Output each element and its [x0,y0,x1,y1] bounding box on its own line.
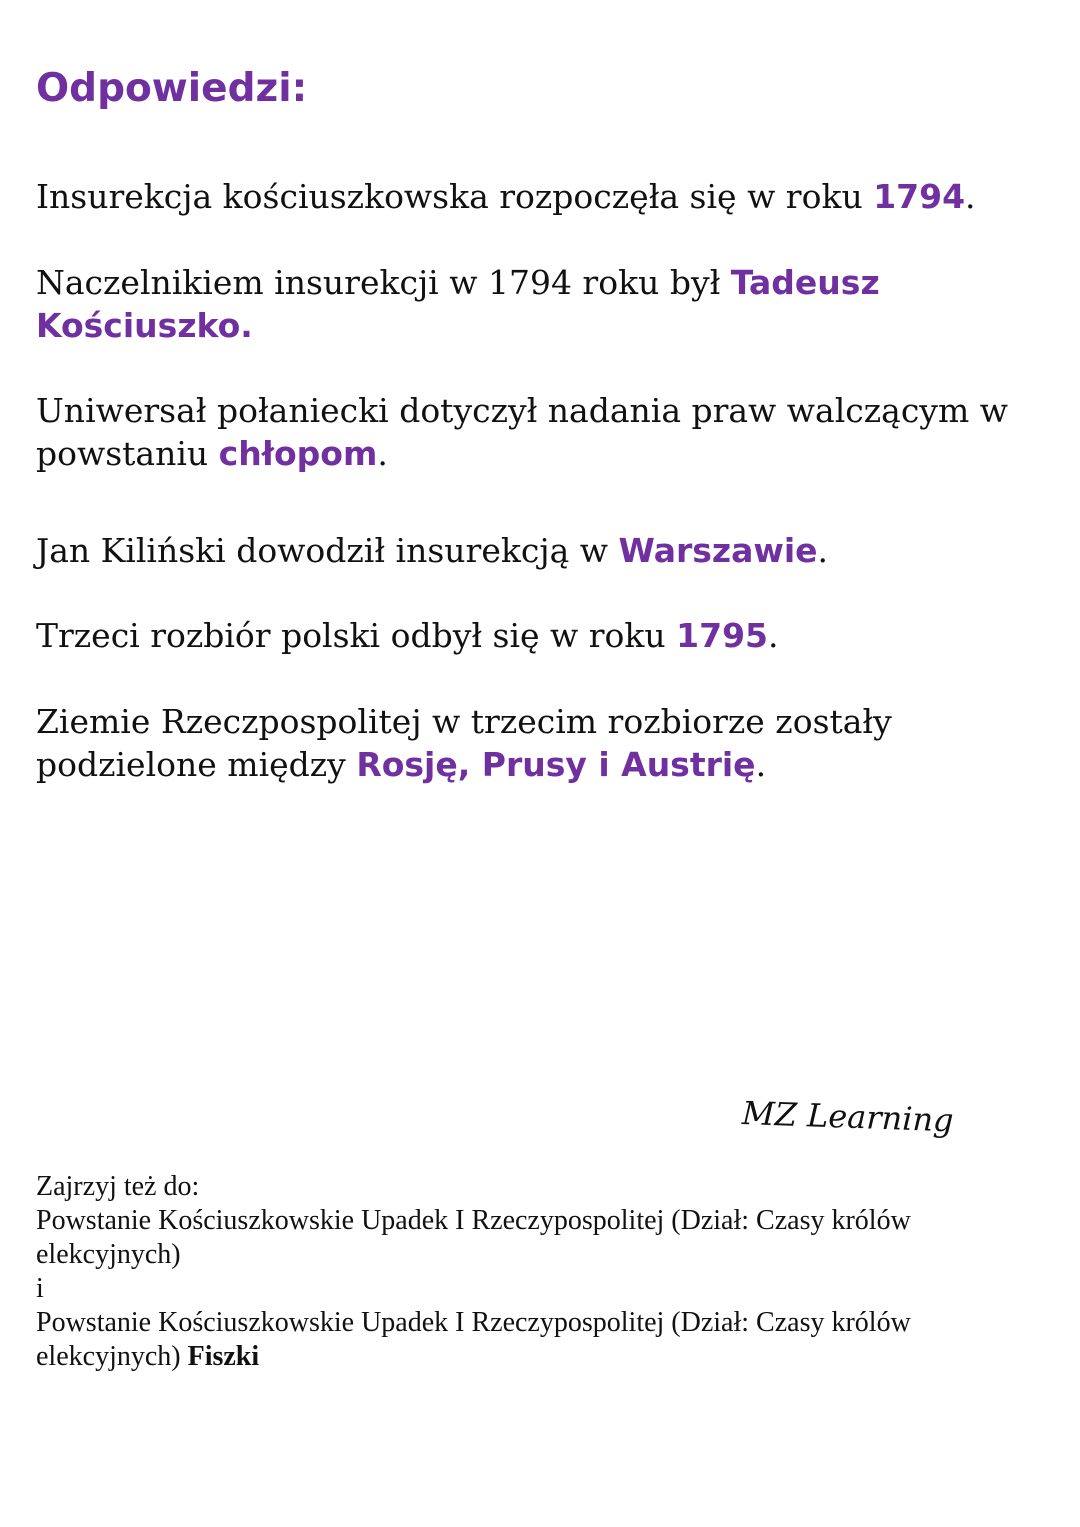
answer-3-end: . [377,434,388,473]
reference-link-2-text: Powstanie Kościuszkowskie Upadek I Rzeczypospolitej (Dział: Czasy królów elekcyjnych) [36,1307,911,1372]
page-title: Odpowiedzi: [36,66,308,111]
answer-6-text: Ziemie Rzeczpospolitej w trzecim rozbiorze zostały podzielone między [36,702,892,784]
answer-6-end: . [755,745,767,784]
answer-5-end: . [768,616,779,655]
answer-4 [36,529,1046,572]
footer-intro: Zajrzyj też do: [36,1171,200,1202]
answer-6 [36,700,1046,786]
footer-connector: i [36,1273,44,1304]
answer-1-end: . [965,177,976,216]
answer-2-text: Naczelnikiem insurekcji w 1794 roku był [36,263,731,302]
answer-3-highlight: chłopom [218,434,378,473]
answer-3-text: Uniwersał połaniecki dotyczył nadania praw walczącym w powstaniu [36,391,1008,473]
answer-5-highlight: 1795 [676,616,769,655]
answer-4-text: Jan Kiliński dowodził insurekcją w [36,531,619,570]
answer-2 [36,261,1046,347]
answer-1 [36,175,1046,218]
answer-2-highlight: Tadeusz Kościuszko. [36,263,880,345]
answer-5 [36,614,1046,657]
footer-references [36,1170,1046,1374]
answer-6-highlight: Rosję, Prusy i Austrię [356,745,756,784]
reference-link-2[interactable] [36,1306,1046,1374]
answer-5-text: Trzeci rozbiór polski odbył się w roku [36,616,677,655]
answer-4-end: . [817,531,829,570]
answer-4-highlight: Warszawie [618,531,818,570]
answer-3 [36,389,1046,475]
reference-link-2-bold: Fiszki [187,1341,260,1372]
signature: MZ Learning [741,1094,955,1140]
reference-link-1[interactable]: Powstanie Kościuszkowskie Upadek I Rzeczypospolitej (Dział: Czasy królów elekcyjnych) [36,1205,911,1270]
answer-1-text: Insurekcja kościuszkowska rozpoczęła się w roku [36,177,874,216]
answer-1-highlight: 1794 [873,177,966,216]
